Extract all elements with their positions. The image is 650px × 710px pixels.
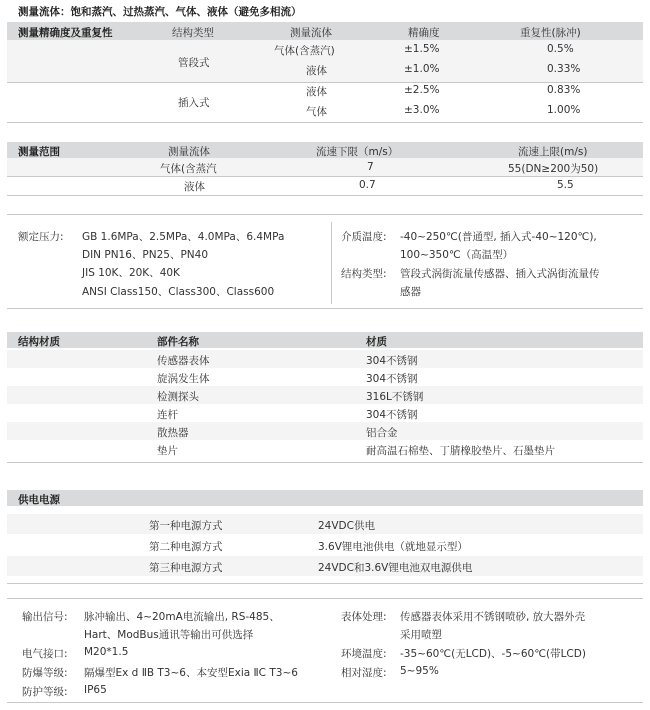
ex-value: 隔爆型Ex d ⅡB T3~6、本安型Exia ⅡC T3~6	[84, 667, 298, 679]
repeat-value: 0.33%	[547, 63, 581, 75]
humidity-value: 5~95%	[400, 665, 439, 677]
humidity-label: 相对湿度:	[341, 667, 387, 679]
power-title: 供电电源	[18, 494, 60, 506]
struct-line: 管段式涡街流量传感器、插入式涡街流量传	[400, 268, 600, 280]
elec-label: 电气接口:	[22, 648, 68, 660]
power-desc: 3.6V锂电池供电（就地显示型）	[318, 541, 468, 553]
accuracy-value: ±3.0%	[404, 104, 440, 116]
accuracy-group-type: 管段式	[178, 57, 210, 69]
accuracy-header-label: 测量精确度及重复性	[18, 27, 113, 39]
output-line: 脉冲输出、4~20mA电流输出, RS-485、	[84, 611, 280, 623]
pressure-line: DIN PN16、PN25、PN40	[82, 249, 209, 261]
surface-label: 表体处理:	[341, 611, 387, 623]
pressure-line: JIS 10K、20K、40K	[82, 267, 180, 279]
temp-line: -40~250℃(普通型, 插入式-40~120℃),	[400, 231, 597, 243]
struct-label: 结构类型:	[341, 268, 387, 280]
range-header-high: 流速上限(m/s)	[518, 146, 588, 158]
power-desc: 24VDC供电	[318, 520, 375, 532]
pressure-line: ANSI Class150、Class300、Class600	[82, 286, 275, 298]
section-bottom-line	[7, 122, 643, 123]
section-bottom-line	[7, 702, 643, 703]
material-value: 304不锈钢	[366, 373, 418, 385]
surface-line: 采用喷塑	[400, 629, 442, 641]
accuracy-header-accuracy: 精确度	[408, 27, 440, 39]
material-part: 垫片	[157, 445, 178, 457]
range-low: 0.7	[359, 179, 376, 191]
output-label: 输出信号:	[22, 611, 68, 623]
accuracy-value: ±2.5%	[404, 84, 440, 96]
range-header-fluid: 测量流体	[168, 146, 210, 158]
material-part: 传感器表体	[157, 355, 210, 367]
materials-row-bg	[7, 422, 643, 440]
range-fluid: 气体(含蒸汽	[160, 163, 217, 175]
section-bottom-line	[7, 583, 643, 584]
material-part: 散热器	[157, 427, 189, 439]
section-bottom-line	[7, 462, 643, 463]
accuracy-fluid: 气体	[306, 106, 327, 118]
section-bottom-line	[7, 195, 643, 196]
accuracy-header-fluid: 测量流体	[290, 27, 332, 39]
range-header-label: 测量范围	[18, 146, 60, 158]
accuracy-value: ±1.0%	[404, 63, 440, 75]
power-header-band	[7, 490, 643, 506]
ambient-label: 环境温度:	[341, 648, 387, 660]
temp-label: 介质温度:	[341, 231, 387, 243]
accuracy-fluid: 液体	[306, 86, 327, 98]
material-part: 旋涡发生体	[157, 373, 210, 385]
output-line: Hart、ModBus通讯等输出可供选择	[84, 629, 254, 641]
section-bottom-line	[7, 308, 643, 309]
accuracy-header-repeat: 重复性(脉冲)	[520, 27, 581, 39]
material-value: 316L不锈钢	[366, 391, 424, 403]
range-high: 5.5	[557, 179, 574, 191]
ip-value: IP65	[84, 684, 107, 696]
divider	[7, 176, 643, 177]
pressure-label: 额定压力:	[18, 231, 64, 243]
material-part: 检测探头	[157, 391, 199, 403]
accuracy-fluid: 液体	[306, 65, 327, 77]
power-mode: 第一种电源方式	[149, 520, 223, 532]
ex-label: 防爆等级:	[22, 667, 68, 679]
power-desc: 24VDC和3.6V锂电池双电源供电	[318, 562, 473, 574]
range-fluid: 液体	[184, 181, 205, 193]
power-mode: 第二种电源方式	[149, 541, 223, 553]
repeat-value: 1.00%	[547, 104, 581, 116]
repeat-value: 0.5%	[547, 43, 574, 55]
accuracy-title: 测量流体：饱和蒸汽、过热蒸汽、气体、液体（避免多相流）	[18, 6, 302, 18]
materials-header-band	[7, 332, 643, 348]
accuracy-value: ±1.5%	[404, 43, 440, 55]
accuracy-header-type: 结构类型	[172, 27, 214, 39]
range-high: 55(DN≥200为50)	[508, 163, 599, 175]
section-top-line	[7, 598, 643, 599]
material-value: 304不锈钢	[366, 409, 418, 421]
range-header-low: 流速下限（m/s）	[316, 146, 399, 158]
ambient-value: -35~60℃(无LCD)、-5~60℃(带LCD)	[400, 648, 586, 660]
pressure-line: GB 1.6MPa、2.5MPa、4.0MPa、6.4MPa	[82, 231, 285, 243]
materials-row-bg	[7, 386, 643, 404]
power-mode: 第三种电源方式	[149, 562, 223, 574]
divider	[7, 82, 643, 83]
ip-label: 防护等级:	[22, 686, 68, 698]
accuracy-group-type: 插入式	[178, 97, 210, 109]
materials-header-material: 材质	[366, 336, 387, 348]
range-low: 7	[367, 161, 374, 173]
surface-line: 传感器表体采用不锈钢喷砂, 放大器外壳	[400, 611, 586, 623]
materials-header-part: 部件名称	[157, 336, 199, 348]
material-part: 连杆	[157, 409, 178, 421]
material-value: 耐高温石棉垫、丁腈橡胶垫片、石墨垫片	[366, 445, 555, 457]
temp-line: 100~350℃（高温型）	[400, 249, 514, 261]
elec-value: M20*1.5	[84, 646, 129, 658]
material-value: 304不锈钢	[366, 355, 418, 367]
column-divider	[331, 222, 332, 304]
materials-row-bg	[7, 350, 643, 368]
accuracy-fluid: 气体(含蒸汽)	[274, 45, 335, 57]
struct-line: 感器	[400, 286, 421, 298]
repeat-value: 0.83%	[547, 84, 581, 96]
section-top-line	[7, 214, 643, 215]
materials-header-label: 结构材质	[18, 336, 60, 348]
material-value: 铝合金	[366, 427, 398, 439]
